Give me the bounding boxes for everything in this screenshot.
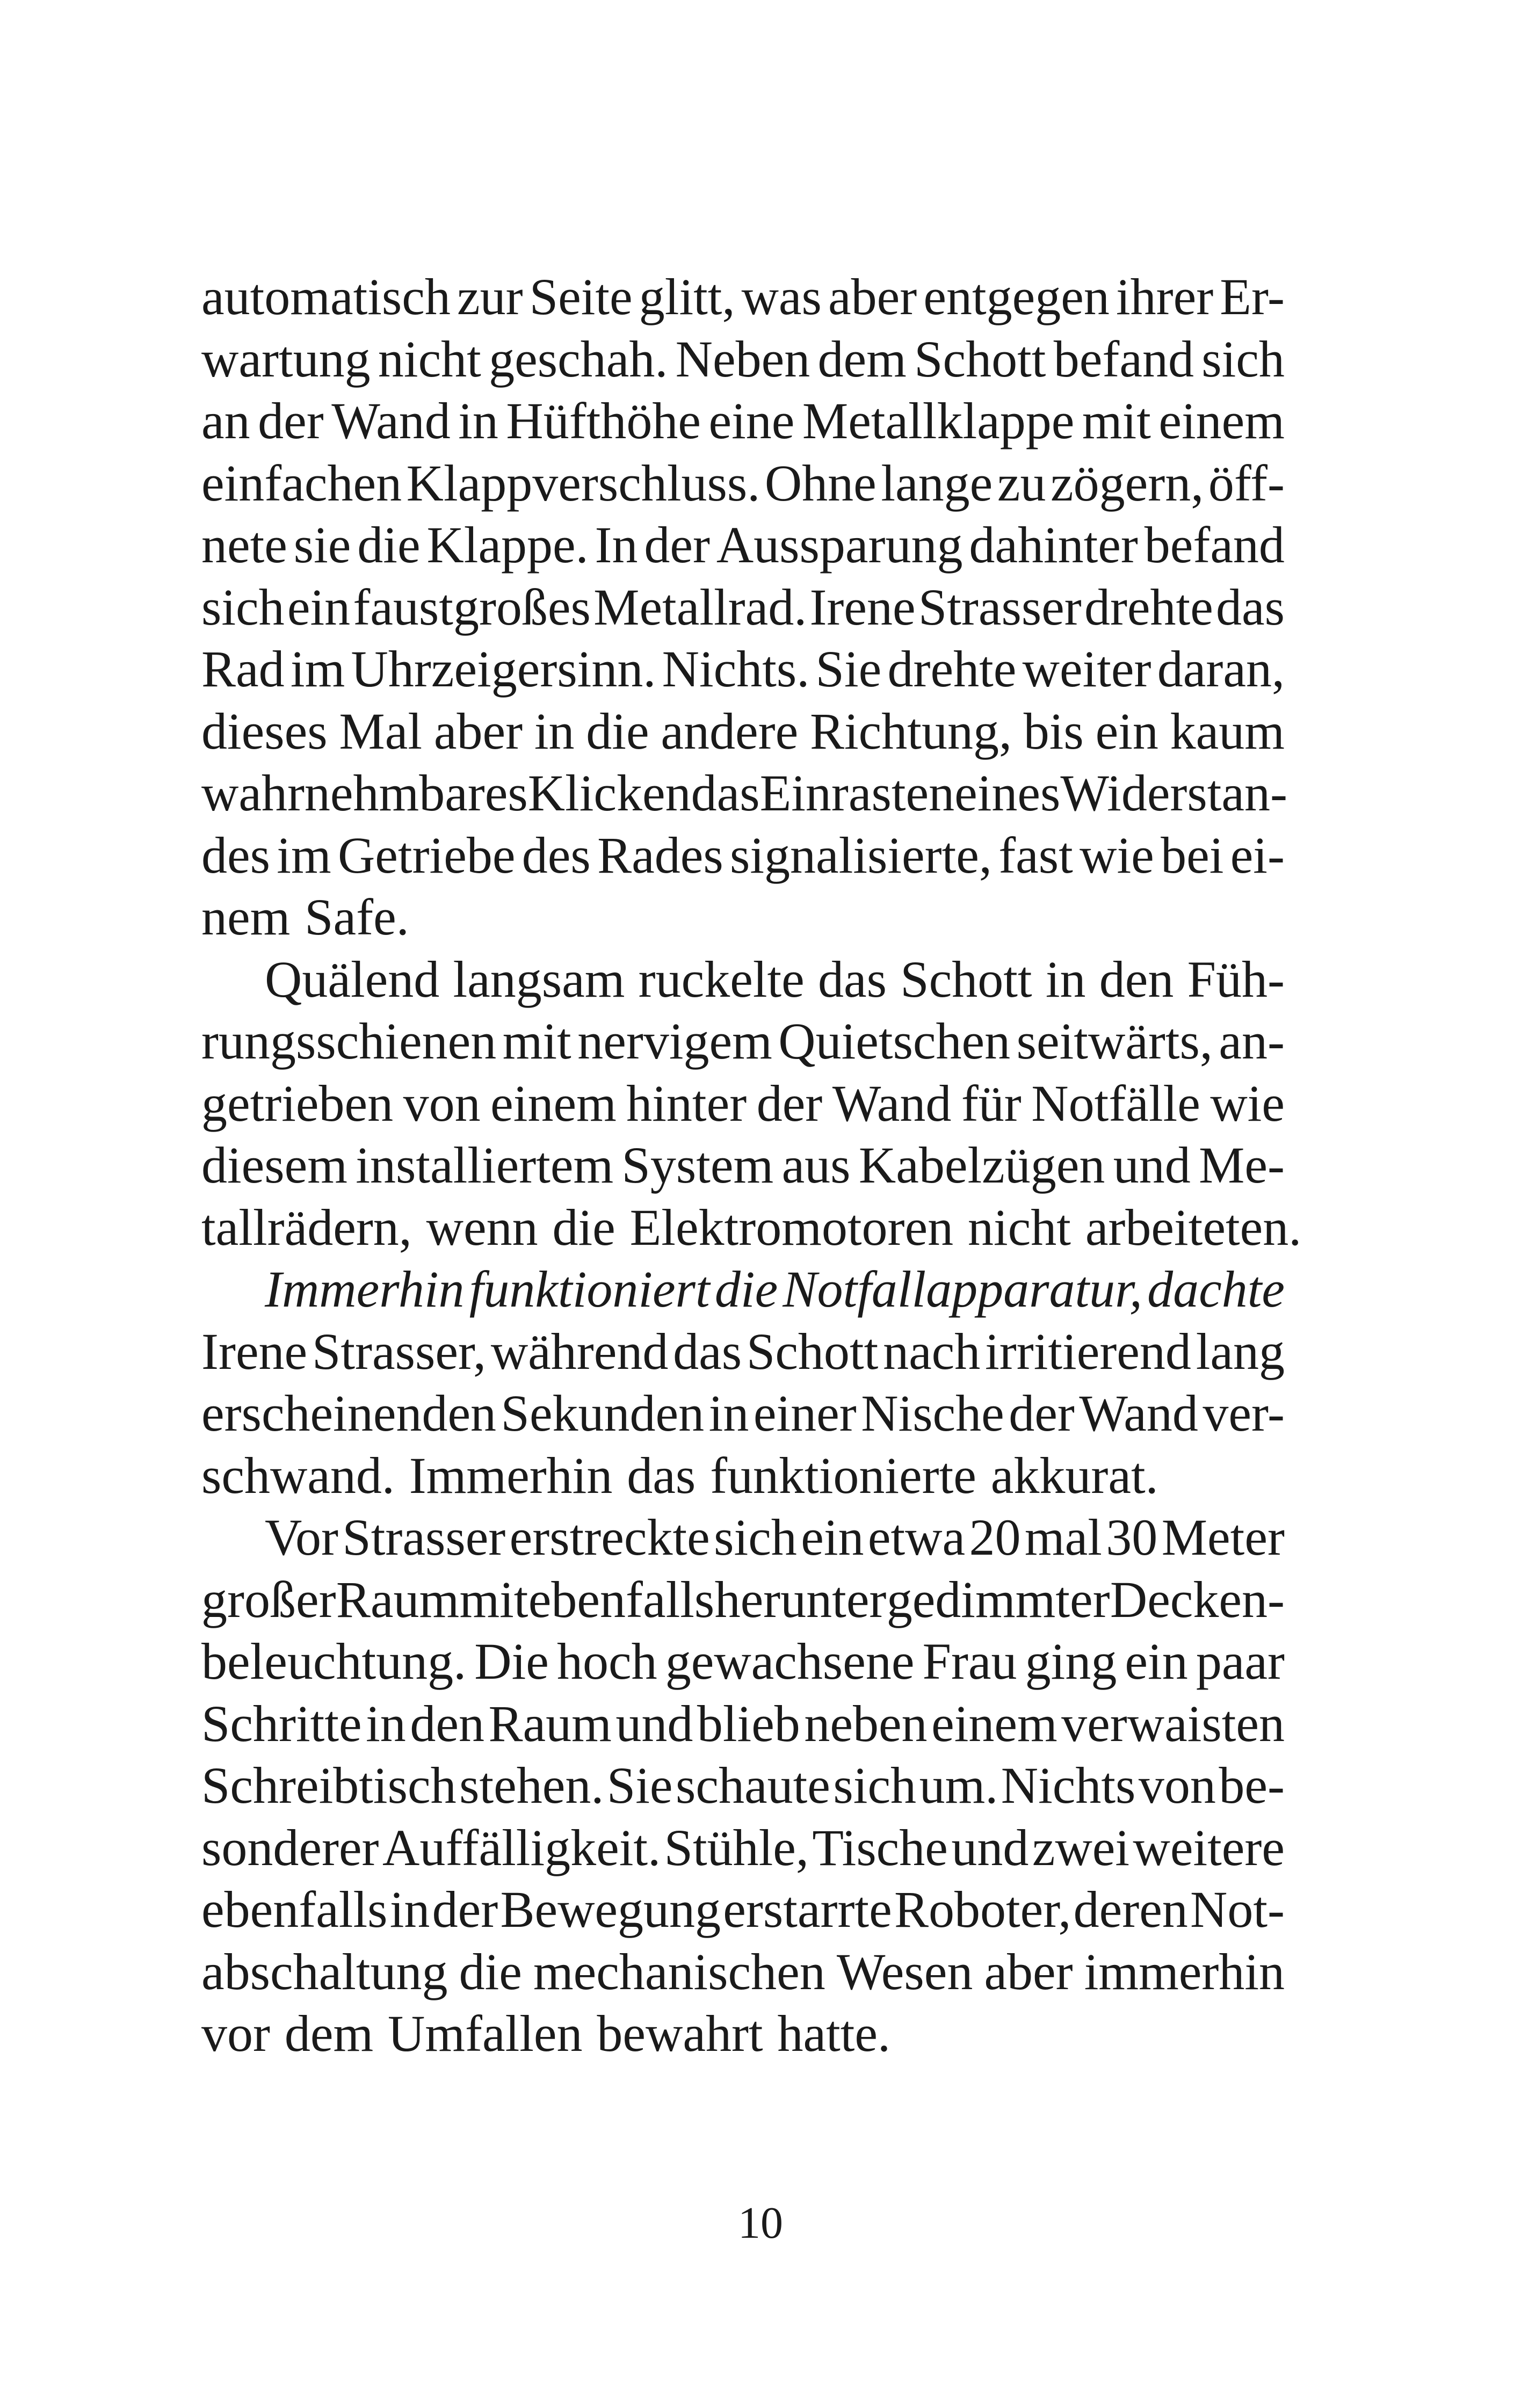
- text-line: [201, 1445, 1285, 1507]
- page-number: 10: [738, 2198, 783, 2248]
- word: sich: [201, 578, 285, 636]
- word: für: [961, 1074, 1022, 1132]
- word: weitere: [1133, 1818, 1285, 1876]
- word: Schott: [900, 950, 1032, 1008]
- word: einer: [753, 1384, 857, 1442]
- word: großer: [201, 1570, 336, 1628]
- word: Nische: [861, 1384, 1004, 1442]
- word: ging: [1025, 1633, 1117, 1690]
- word: aus: [781, 1136, 851, 1194]
- word: Füh-: [1187, 950, 1285, 1008]
- word: Rades: [597, 826, 723, 884]
- word: sich: [833, 1757, 917, 1814]
- word: und: [951, 1818, 1029, 1876]
- word: ebenfalls: [528, 1570, 715, 1628]
- text-line: [201, 1941, 1285, 2003]
- word: nete: [201, 516, 287, 574]
- word: sonderer: [201, 1818, 379, 1876]
- text-line: [201, 328, 1285, 390]
- word: mit: [459, 1570, 528, 1628]
- word: erscheinenden: [201, 1384, 497, 1442]
- word: an-: [1219, 1012, 1285, 1070]
- word: Hüfthöhe: [506, 392, 701, 449]
- body-text: [201, 266, 1302, 2065]
- word: Irene: [809, 578, 916, 636]
- word: abschaltung: [201, 1942, 448, 2000]
- word: der: [644, 516, 710, 574]
- word: Nichts.: [662, 640, 810, 698]
- word: andere: [661, 702, 799, 760]
- word: einem: [490, 1074, 617, 1132]
- word: Sie: [815, 640, 882, 698]
- word: von: [1138, 1757, 1216, 1814]
- word: sich: [1201, 330, 1285, 388]
- word: System: [621, 1136, 774, 1194]
- word: Metallklappe: [802, 392, 1075, 449]
- word: ebenfalls: [201, 1881, 388, 1938]
- word: mit: [502, 1012, 571, 1070]
- word: bewahrt: [597, 2005, 763, 2062]
- word: dieses: [201, 702, 328, 760]
- word: erstreckte: [509, 1508, 710, 1566]
- word: immerhin: [1084, 1942, 1285, 2000]
- word: beleuchtung.: [201, 1633, 467, 1690]
- word: nicht: [967, 1198, 1071, 1256]
- word: erstarrte: [723, 1881, 892, 1938]
- word: schwand.: [201, 1446, 395, 1504]
- word: glitt,: [639, 268, 735, 325]
- word: funktionierte: [710, 1446, 976, 1504]
- text-line: [201, 1878, 1285, 1941]
- word: das: [1216, 578, 1285, 636]
- word: befand: [1144, 516, 1285, 574]
- word: öff-: [1208, 454, 1285, 512]
- word: irritierend: [985, 1322, 1191, 1380]
- text-line: [201, 824, 1285, 887]
- word: von: [403, 1074, 481, 1132]
- text-line: [201, 1754, 1285, 1817]
- word: das: [673, 1322, 742, 1380]
- word: kaum: [1170, 702, 1285, 760]
- word: wahrnehmbares: [201, 764, 528, 822]
- word: an: [201, 392, 250, 449]
- word: Roboter,: [894, 1881, 1071, 1938]
- text-line: [201, 390, 1285, 452]
- text-line: [201, 452, 1285, 514]
- text-line: [201, 1010, 1285, 1072]
- word: Die: [474, 1633, 549, 1690]
- word: Wand: [331, 392, 451, 449]
- word: Ohne: [764, 454, 877, 512]
- word: den: [410, 1694, 484, 1752]
- word: das: [691, 764, 760, 822]
- word: Schreibtisch: [201, 1757, 457, 1814]
- word: blieb: [697, 1694, 800, 1752]
- word: im: [290, 640, 345, 698]
- word: zur: [457, 268, 523, 325]
- word: vor: [201, 2005, 270, 2062]
- word: Strasser: [918, 578, 1082, 636]
- text-line: [201, 762, 1285, 824]
- word: Strasser: [342, 1508, 506, 1566]
- word: einem: [1158, 392, 1285, 449]
- word: Immerhin: [409, 1446, 613, 1504]
- word: ein: [1125, 1633, 1188, 1690]
- word: funktioniert: [469, 1260, 710, 1318]
- word: ver-: [1203, 1384, 1285, 1442]
- word: signalisierte,: [730, 826, 992, 884]
- word: die: [552, 1198, 615, 1256]
- word: Schott: [914, 330, 1046, 388]
- word: eines: [954, 764, 1061, 822]
- word: Strasser,: [312, 1322, 487, 1380]
- word: Wesen: [836, 1942, 973, 2000]
- word: neben: [804, 1694, 928, 1752]
- word: rungsschienen: [201, 1012, 497, 1070]
- word: Klappe.: [426, 516, 589, 574]
- word: aber: [984, 1942, 1073, 2000]
- word: in: [1045, 950, 1086, 1008]
- word: in: [366, 1694, 406, 1752]
- word: gewachsene: [665, 1633, 915, 1690]
- word: Raum: [336, 1570, 460, 1628]
- word: Sie: [606, 1757, 673, 1814]
- word: weiter: [1022, 640, 1151, 698]
- word: nem: [201, 888, 291, 946]
- word: Irene: [201, 1322, 308, 1380]
- word: Notfälle: [1031, 1074, 1200, 1132]
- word: den: [1099, 950, 1174, 1008]
- word: getrieben: [201, 1074, 394, 1132]
- word: bei: [1161, 826, 1224, 884]
- word: der: [1009, 1384, 1075, 1442]
- word: zwei: [1032, 1818, 1130, 1876]
- word: be-: [1219, 1757, 1285, 1814]
- word: daran,: [1157, 640, 1285, 698]
- word: diesem: [201, 1136, 347, 1194]
- word: das: [627, 1446, 696, 1504]
- text-line: [201, 700, 1285, 763]
- word: um.: [919, 1757, 998, 1814]
- word: was: [741, 268, 822, 325]
- word: Quietschen: [778, 1012, 1011, 1070]
- word: Seite: [529, 268, 633, 325]
- word: sie: [293, 516, 351, 574]
- word: drehte: [1084, 578, 1213, 636]
- word: automatisch: [201, 268, 451, 325]
- word: aber: [433, 702, 523, 760]
- text-line: [201, 1321, 1285, 1383]
- word: seitwärts,: [1016, 1012, 1213, 1070]
- word: sich: [714, 1508, 797, 1566]
- word: und: [1113, 1136, 1191, 1194]
- word: Meter: [1161, 1508, 1285, 1566]
- word: Auffälligkeit.: [382, 1818, 661, 1876]
- word: befand: [1053, 330, 1194, 388]
- word: lang: [1196, 1322, 1285, 1380]
- word: Einrasten: [759, 764, 955, 822]
- word: Mal: [339, 702, 423, 760]
- word: Wand: [1079, 1384, 1198, 1442]
- text-line: [201, 1072, 1285, 1135]
- word: Immerhin: [265, 1260, 465, 1318]
- word: fast: [998, 826, 1073, 884]
- word: Schott: [746, 1322, 879, 1380]
- text-line: [201, 948, 1285, 1011]
- word: des: [522, 826, 591, 884]
- word: im: [277, 826, 331, 884]
- text-line: [201, 1258, 1285, 1321]
- word: der: [258, 392, 324, 449]
- word: wartung: [201, 330, 371, 388]
- word: Uhrzeigersinn.: [351, 640, 656, 698]
- word: bis: [1023, 702, 1084, 760]
- word: lange: [881, 454, 993, 512]
- word: der: [756, 1074, 823, 1132]
- text-line: [201, 1630, 1285, 1693]
- word: Me-: [1199, 1136, 1285, 1194]
- word: die: [586, 702, 649, 760]
- word: des: [201, 826, 270, 884]
- word: mechanischen: [533, 1942, 825, 2000]
- word: dahinter: [969, 516, 1138, 574]
- word: ein: [1095, 702, 1158, 760]
- word: nach: [883, 1322, 981, 1380]
- word: gedimmter: [886, 1570, 1110, 1628]
- word: einem: [931, 1694, 1058, 1752]
- word: wenn: [426, 1198, 538, 1256]
- word: zögern,: [1051, 454, 1204, 512]
- word: Quälend: [265, 950, 440, 1008]
- word: langsam: [453, 950, 625, 1008]
- word: aber: [828, 268, 917, 325]
- word: Er-: [1220, 268, 1285, 325]
- word: nicht: [378, 330, 481, 388]
- word: die: [714, 1260, 778, 1318]
- word: faustgroßes: [353, 578, 591, 636]
- word: Stühle,: [664, 1818, 809, 1876]
- word: hoch: [557, 1633, 657, 1690]
- word: dem: [284, 2005, 374, 2062]
- word: Notfallapparatur,: [783, 1260, 1142, 1318]
- word: Elektromotoren: [629, 1198, 954, 1256]
- text-line: [201, 576, 1285, 639]
- word: in: [708, 1384, 749, 1442]
- word: Vor: [265, 1508, 338, 1566]
- word: in: [389, 1881, 430, 1938]
- text-line: [201, 1817, 1285, 1879]
- text-line: [201, 1506, 1285, 1569]
- word: Getriebe: [337, 826, 516, 884]
- word: Rad: [201, 640, 285, 698]
- text-line: [201, 2003, 1285, 2065]
- word: Klappverschluss.: [406, 454, 760, 512]
- word: Schritte: [201, 1694, 362, 1752]
- text-line: [201, 886, 1285, 948]
- word: Safe.: [305, 888, 409, 946]
- word: Widerstan-: [1060, 764, 1287, 822]
- word: Sekunden: [501, 1384, 705, 1442]
- word: Not-: [1190, 1881, 1285, 1938]
- text-line: [201, 266, 1285, 328]
- word: Richtung,: [809, 702, 1012, 760]
- word: schaute: [676, 1757, 830, 1814]
- word: dachte: [1147, 1260, 1285, 1318]
- text-line: [201, 1134, 1285, 1196]
- word: Frau: [922, 1633, 1017, 1690]
- word: akkurat.: [990, 1446, 1158, 1504]
- text-line: [201, 1569, 1285, 1631]
- word: Neben: [675, 330, 810, 388]
- word: Decken-: [1110, 1570, 1285, 1628]
- word: tallrädern,: [201, 1198, 412, 1256]
- word: 30: [1106, 1508, 1158, 1566]
- word: Bewegung: [500, 1881, 721, 1938]
- word: Metallrad.: [593, 578, 807, 636]
- word: ihrer: [1116, 268, 1214, 325]
- word: der: [432, 1881, 498, 1938]
- word: 20: [969, 1508, 1021, 1566]
- word: In: [595, 516, 638, 574]
- word: zu: [997, 454, 1046, 512]
- word: hatte.: [777, 2005, 891, 2062]
- word: verwaisten: [1061, 1694, 1285, 1752]
- word: deren: [1073, 1881, 1188, 1938]
- word: Kabelzügen: [858, 1136, 1105, 1194]
- word: in: [534, 702, 575, 760]
- word: Tische: [812, 1818, 948, 1876]
- word: geschah.: [489, 330, 668, 388]
- word: ruckelte: [638, 950, 805, 1008]
- word: mit: [1082, 392, 1151, 449]
- word: mal: [1024, 1508, 1102, 1566]
- word: in: [458, 392, 498, 449]
- word: einfachen: [201, 454, 402, 512]
- word: herunter: [714, 1570, 887, 1628]
- word: ein: [801, 1508, 864, 1566]
- text-line: [201, 1382, 1285, 1445]
- word: entgegen: [923, 268, 1110, 325]
- word: installiertem: [356, 1136, 614, 1194]
- word: ein: [287, 578, 351, 636]
- word: wie: [1080, 826, 1154, 884]
- word: arbeiteten.: [1085, 1198, 1302, 1256]
- word: dem: [817, 330, 907, 388]
- word: stehen.: [459, 1757, 604, 1814]
- word: wie: [1210, 1074, 1285, 1132]
- word: hinter: [626, 1074, 747, 1132]
- text-line: [201, 514, 1285, 576]
- word: und: [615, 1694, 693, 1752]
- word: paar: [1196, 1633, 1285, 1690]
- word: nervigem: [577, 1012, 772, 1070]
- text-line: [201, 638, 1285, 700]
- word: Wand: [832, 1074, 952, 1132]
- text-line: [201, 1196, 1302, 1259]
- word: drehte: [887, 640, 1017, 698]
- word: Aussparung: [716, 516, 963, 574]
- word: etwa: [867, 1508, 966, 1566]
- text-line: [201, 1693, 1285, 1755]
- word: eine: [708, 392, 795, 449]
- word: die: [459, 1942, 522, 2000]
- word: ei-: [1230, 826, 1285, 884]
- word: Umfallen: [388, 2005, 583, 2062]
- word: Nichts: [1001, 1757, 1136, 1814]
- word: Klicken: [527, 764, 691, 822]
- word: die: [357, 516, 421, 574]
- word: während: [490, 1322, 669, 1380]
- word: das: [818, 950, 887, 1008]
- word: Raum: [488, 1694, 612, 1752]
